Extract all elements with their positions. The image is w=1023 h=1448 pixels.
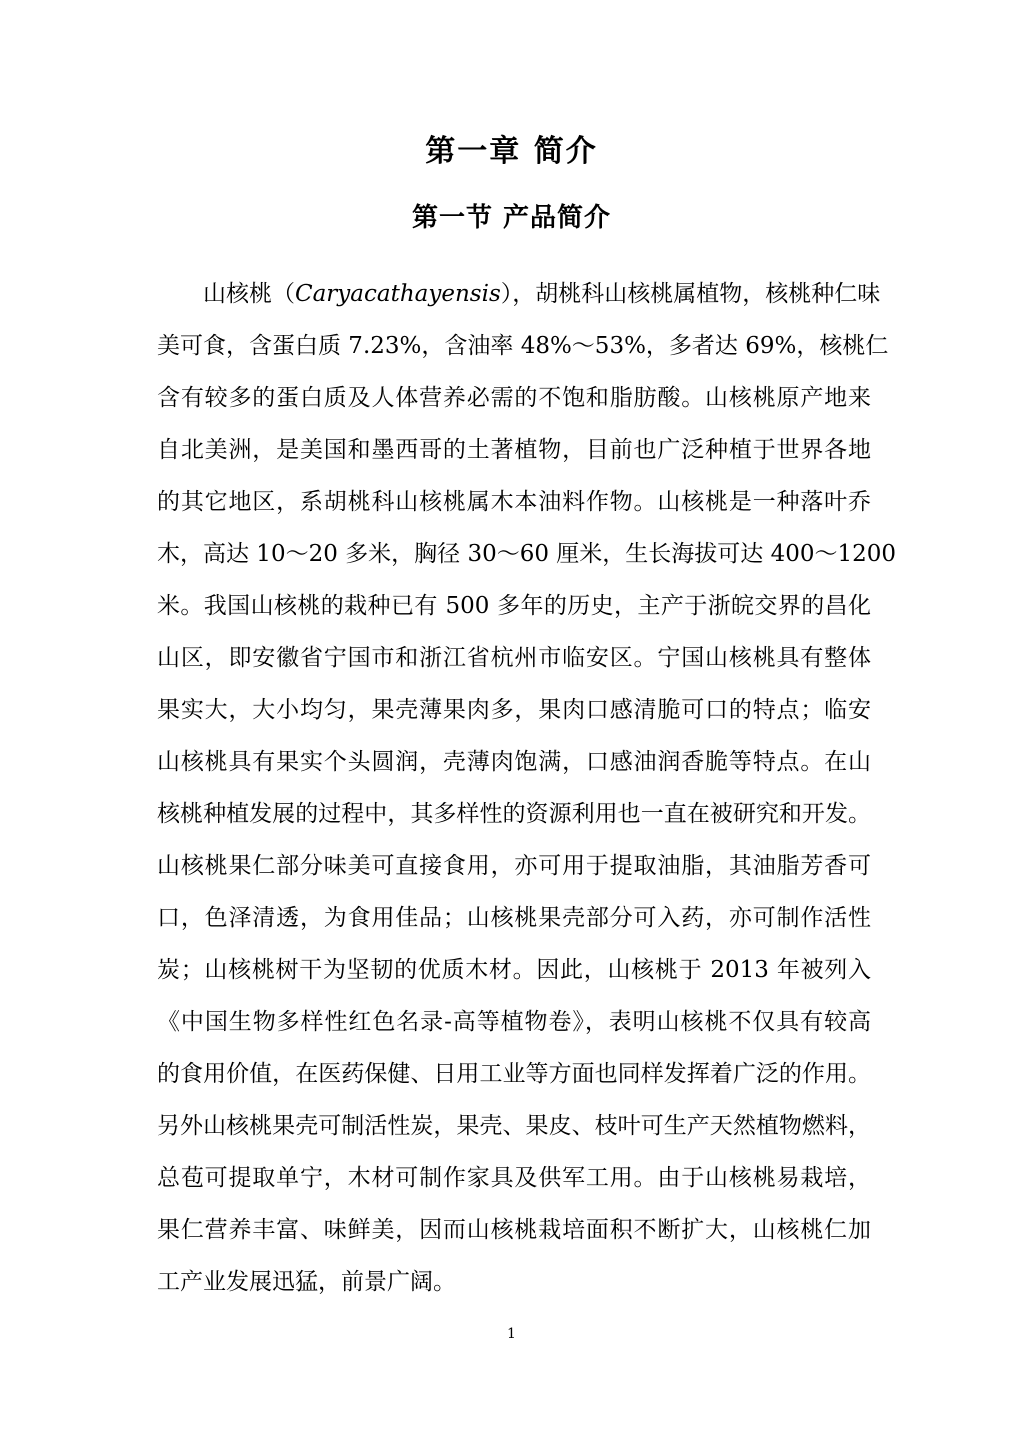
paragraph-line: 木，高达 10～20 多米，胸径 30～60 厘米，生长海拔可达 400～1200 (157, 541, 897, 567)
paragraph-line: 山区，即安徽省宁国市和浙江省杭州市临安区。宁国山核桃具有整体 (157, 645, 871, 671)
paragraph-line: 总苞可提取单宁，木材可制作家具及供军工用。由于山核桃易栽培， (157, 1165, 871, 1191)
page-number: 1 (507, 1326, 516, 1342)
paragraph-line: 的食用价值，在医药保健、日用工业等方面也同样发挥着广泛的作用。 (157, 1061, 871, 1087)
text-span: ），胡桃科山核桃属植物，核桃种仁味 (500, 281, 881, 307)
paragraph-line: 含有较多的蛋白质及人体营养必需的不饱和脂肪酸。山核桃原产地来 (157, 385, 871, 411)
paragraph-line: 炭；山核桃树干为坚韧的优质木材。因此，山核桃于 2013 年被列入 (157, 957, 871, 983)
section-title: 第一节 产品简介 (411, 203, 612, 233)
paragraph-line: 工产业发展迅猛，前景广阔。 (157, 1269, 456, 1295)
paragraph-line: 口，色泽清透，为食用佳品；山核桃果壳部分可入药，亦可制作活性 (157, 905, 871, 931)
paragraph-line: 《中国生物多样性红色名录-高等植物卷》，表明山核桃不仅具有较高 (157, 1009, 871, 1035)
paragraph-line: 的其它地区，系胡桃科山核桃属木本油料作物。山核桃是一种落叶乔 (157, 489, 871, 515)
paragraph-line: 山核桃具有果实个头圆润，壳薄肉饱满，口感油润香脆等特点。在山 (157, 749, 871, 775)
paragraph-line (157, 268, 881, 320)
paragraph-line: 美可食，含蛋白质 7.23%，含油率 48%～53%，多者达 69%，核桃仁 (157, 333, 889, 359)
latin-name: Caryacathayensis (295, 281, 501, 307)
paragraph-line: 山核桃果仁部分味美可直接食用，亦可用于提取油脂，其油脂芳香可 (157, 853, 871, 879)
paragraph-line: 果仁营养丰富、味鲜美，因而山核桃栽培面积不断扩大，山核桃仁加 (157, 1217, 871, 1243)
paragraph-line: 核桃种植发展的过程中，其多样性的资源利用也一直在被研究和开发。 (157, 801, 871, 827)
text-span: 山核桃（ (203, 281, 295, 307)
body-paragraph (157, 268, 897, 1308)
paragraph-line: 米。我国山核桃的栽种已有 500 多年的历史，主产于浙皖交界的昌化 (157, 593, 871, 619)
paragraph-line: 自北美洲，是美国和墨西哥的土著植物，目前也广泛种植于世界各地 (157, 437, 871, 463)
paragraph-line: 果实大，大小均匀，果壳薄果肉多，果肉口感清脆可口的特点；临安 (157, 697, 871, 723)
paragraph-line: 另外山核桃果壳可制活性炭，果壳、果皮、枝叶可生产天然植物燃料， (157, 1113, 871, 1139)
chapter-title: 第一章 简介 (425, 134, 598, 169)
